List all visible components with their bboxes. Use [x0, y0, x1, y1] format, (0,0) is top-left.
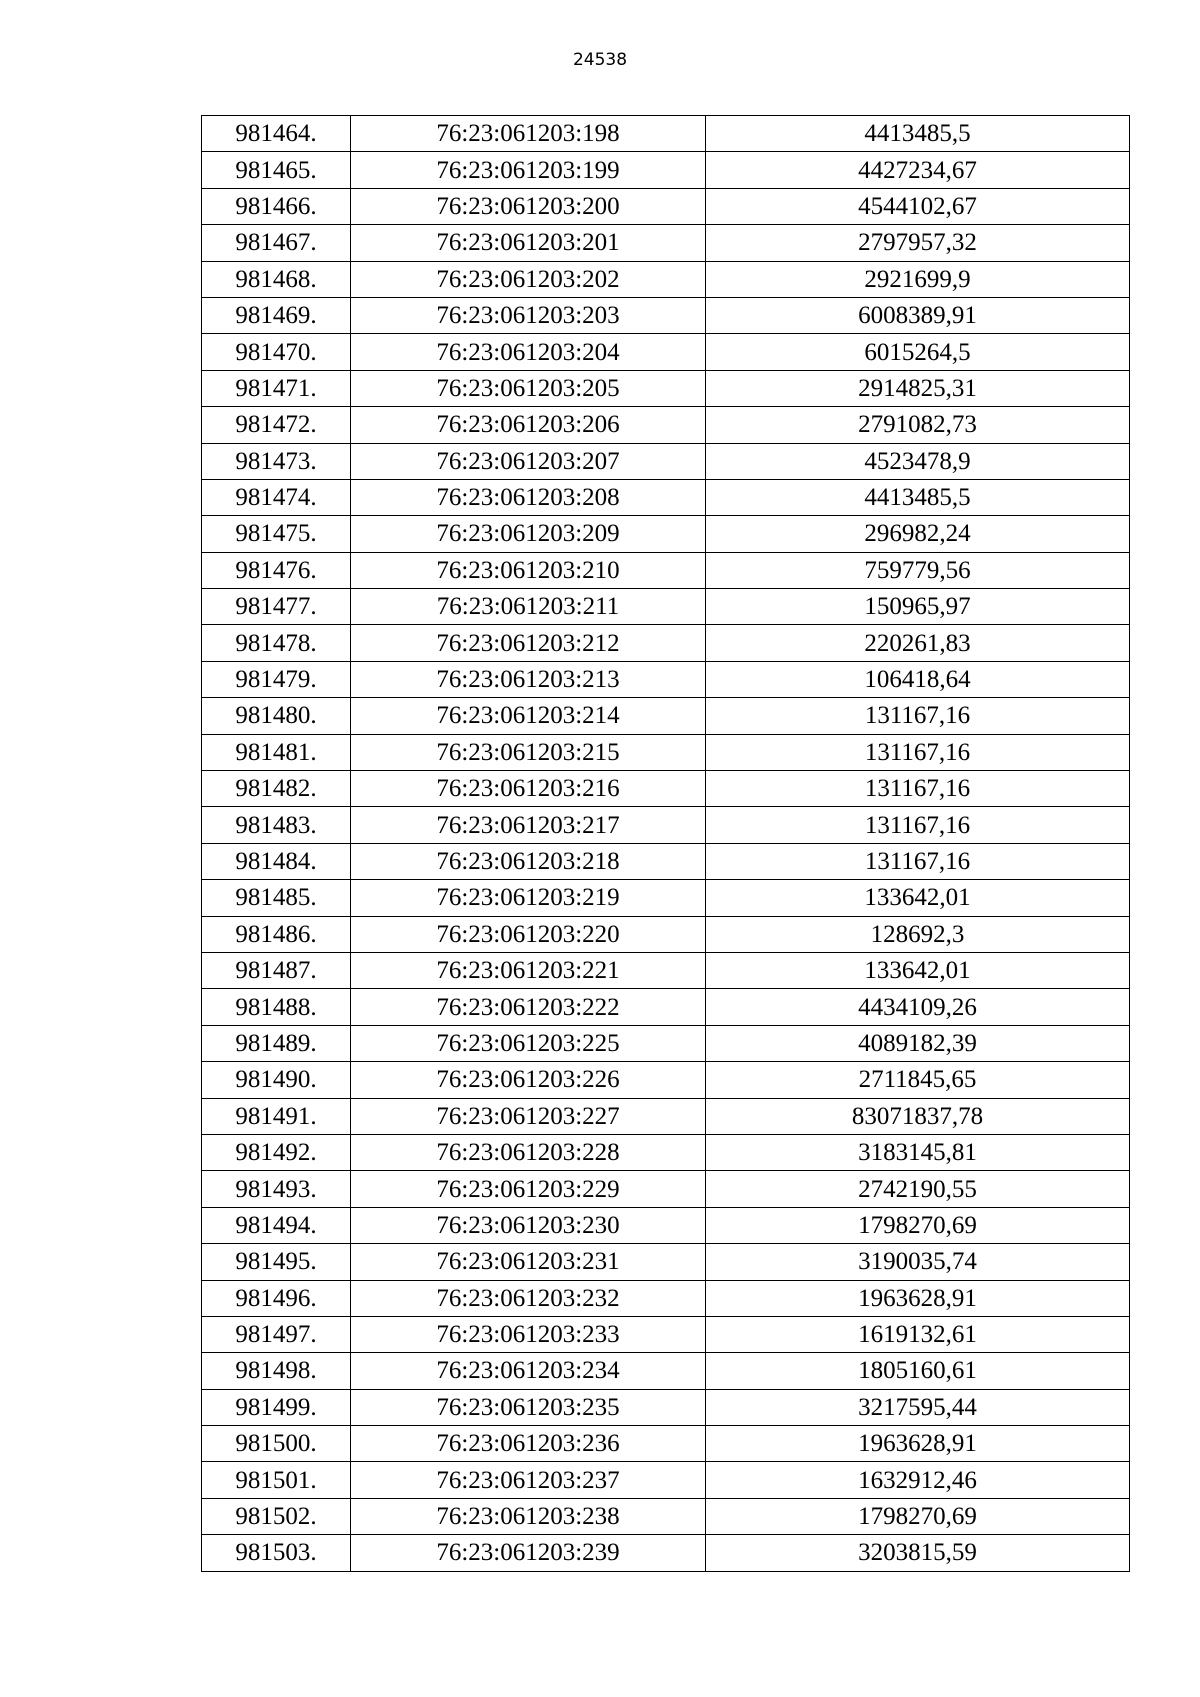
cadastral-value-cell: 220261,83 — [706, 625, 1130, 661]
cadastral-number-cell: 76:23:061203:217 — [351, 807, 706, 843]
cadastral-value-cell: 1798270,69 — [706, 1207, 1130, 1243]
cadastral-value-cell: 131167,16 — [706, 843, 1130, 879]
cadastral-number-cell: 76:23:061203:206 — [351, 407, 706, 443]
cadastral-value-cell: 4413485,5 — [706, 116, 1130, 152]
row-number-cell: 981477. — [202, 589, 351, 625]
cadastral-number-cell: 76:23:061203:212 — [351, 625, 706, 661]
table-row — [202, 552, 1130, 588]
table-row — [202, 407, 1130, 443]
table-row — [202, 771, 1130, 807]
cadastral-number-cell: 76:23:061203:213 — [351, 661, 706, 697]
table-row — [202, 807, 1130, 843]
table-row — [202, 152, 1130, 188]
cadastral-value-cell: 128692,3 — [706, 916, 1130, 952]
cadastral-number-cell: 76:23:061203:237 — [351, 1462, 706, 1498]
row-number-cell: 981479. — [202, 661, 351, 697]
row-number-cell: 981489. — [202, 1025, 351, 1061]
table-row — [202, 479, 1130, 515]
table-row — [202, 334, 1130, 370]
row-number-cell: 981484. — [202, 843, 351, 879]
row-number-cell: 981481. — [202, 734, 351, 770]
row-number-cell: 981497. — [202, 1316, 351, 1352]
row-number-cell: 981499. — [202, 1389, 351, 1425]
cadastral-value-cell: 3217595,44 — [706, 1389, 1130, 1425]
cadastral-value-cell: 2797957,32 — [706, 225, 1130, 261]
row-number-cell: 981467. — [202, 225, 351, 261]
cadastral-value-cell: 3183145,81 — [706, 1134, 1130, 1170]
cadastral-number-cell: 76:23:061203:201 — [351, 225, 706, 261]
table-row — [202, 952, 1130, 988]
row-number-cell: 981468. — [202, 261, 351, 297]
table-row — [202, 1062, 1130, 1098]
table-row — [202, 1535, 1130, 1571]
table-row — [202, 1426, 1130, 1462]
row-number-cell: 981465. — [202, 152, 351, 188]
table-row — [202, 589, 1130, 625]
table-row — [202, 698, 1130, 734]
row-number-cell: 981494. — [202, 1207, 351, 1243]
cadastral-value-cell: 83071837,78 — [706, 1098, 1130, 1134]
row-number-cell: 981503. — [202, 1535, 351, 1571]
row-number-cell: 981488. — [202, 989, 351, 1025]
cadastral-value-cell: 4544102,67 — [706, 188, 1130, 224]
table-row — [202, 989, 1130, 1025]
cadastral-number-cell: 76:23:061203:232 — [351, 1280, 706, 1316]
row-number-cell: 981476. — [202, 552, 351, 588]
cadastral-number-cell: 76:23:061203:227 — [351, 1098, 706, 1134]
table-row — [202, 1244, 1130, 1280]
cadastral-value-cell: 6015264,5 — [706, 334, 1130, 370]
cadastral-number-cell: 76:23:061203:221 — [351, 952, 706, 988]
page-number: 24538 — [572, 50, 628, 70]
cadastral-value-cell: 4523478,9 — [706, 443, 1130, 479]
cadastral-value-cell: 1963628,91 — [706, 1426, 1130, 1462]
cadastral-value-cell: 2742190,55 — [706, 1171, 1130, 1207]
row-number-cell: 981480. — [202, 698, 351, 734]
cadastral-number-cell: 76:23:061203:229 — [351, 1171, 706, 1207]
table-row — [202, 625, 1130, 661]
row-number-cell: 981493. — [202, 1171, 351, 1207]
row-number-cell: 981492. — [202, 1134, 351, 1170]
cadastral-number-cell: 76:23:061203:200 — [351, 188, 706, 224]
cadastral-number-cell: 76:23:061203:233 — [351, 1316, 706, 1352]
table-row — [202, 1353, 1130, 1389]
cadastral-number-cell: 76:23:061203:211 — [351, 589, 706, 625]
cadastral-value-cell: 1963628,91 — [706, 1280, 1130, 1316]
table-row — [202, 261, 1130, 297]
cadastral-number-cell: 76:23:061203:220 — [351, 916, 706, 952]
table-row — [202, 188, 1130, 224]
table-row — [202, 1389, 1130, 1425]
cadastral-value-cell: 131167,16 — [706, 698, 1130, 734]
table-row — [202, 1207, 1130, 1243]
row-number-cell: 981466. — [202, 188, 351, 224]
cadastral-number-cell: 76:23:061203:210 — [351, 552, 706, 588]
cadastral-value-cell: 4089182,39 — [706, 1025, 1130, 1061]
row-number-cell: 981495. — [202, 1244, 351, 1280]
table-row — [202, 297, 1130, 333]
table-row — [202, 1171, 1130, 1207]
cadastral-value-cell: 131167,16 — [706, 771, 1130, 807]
cadastral-number-cell: 76:23:061203:226 — [351, 1062, 706, 1098]
cadastral-number-cell: 76:23:061203:202 — [351, 261, 706, 297]
cadastral-number-cell: 76:23:061203:205 — [351, 370, 706, 406]
cadastral-value-cell: 133642,01 — [706, 952, 1130, 988]
table-row — [202, 1280, 1130, 1316]
table-row — [202, 1025, 1130, 1061]
cadastral-value-cell: 1619132,61 — [706, 1316, 1130, 1352]
table-row — [202, 661, 1130, 697]
cadastral-value-cell: 1798270,69 — [706, 1498, 1130, 1534]
cadastral-value-cell: 1632912,46 — [706, 1462, 1130, 1498]
cadastral-number-cell: 76:23:061203:230 — [351, 1207, 706, 1243]
table-row — [202, 370, 1130, 406]
table-body — [202, 116, 1130, 1572]
row-number-cell: 981501. — [202, 1462, 351, 1498]
cadastral-value-cell: 4413485,5 — [706, 479, 1130, 515]
cadastral-number-cell: 76:23:061203:238 — [351, 1498, 706, 1534]
row-number-cell: 981502. — [202, 1498, 351, 1534]
row-number-cell: 981485. — [202, 880, 351, 916]
cadastral-value-cell: 759779,56 — [706, 552, 1130, 588]
cadastral-value-cell: 133642,01 — [706, 880, 1130, 916]
cadastral-number-cell: 76:23:061203:236 — [351, 1426, 706, 1462]
cadastral-value-cell: 3203815,59 — [706, 1535, 1130, 1571]
table-row — [202, 734, 1130, 770]
table-row — [202, 225, 1130, 261]
table-row — [202, 443, 1130, 479]
row-number-cell: 981483. — [202, 807, 351, 843]
cadastral-number-cell: 76:23:061203:219 — [351, 880, 706, 916]
cadastral-value-cell: 150965,97 — [706, 589, 1130, 625]
table-row — [202, 916, 1130, 952]
cadastral-value-cell: 2914825,31 — [706, 370, 1130, 406]
cadastral-number-cell: 76:23:061203:225 — [351, 1025, 706, 1061]
cadastral-value-cell: 106418,64 — [706, 661, 1130, 697]
row-number-cell: 981469. — [202, 297, 351, 333]
cadastral-number-cell: 76:23:061203:215 — [351, 734, 706, 770]
row-number-cell: 981475. — [202, 516, 351, 552]
cadastral-number-cell: 76:23:061203:235 — [351, 1389, 706, 1425]
row-number-cell: 981490. — [202, 1062, 351, 1098]
cadastral-value-cell: 2711845,65 — [706, 1062, 1130, 1098]
cadastral-number-cell: 76:23:061203:228 — [351, 1134, 706, 1170]
cadastral-number-cell: 76:23:061203:199 — [351, 152, 706, 188]
cadastral-number-cell: 76:23:061203:198 — [351, 116, 706, 152]
cadastral-number-cell: 76:23:061203:218 — [351, 843, 706, 879]
cadastral-number-cell: 76:23:061203:208 — [351, 479, 706, 515]
cadastral-number-cell: 76:23:061203:234 — [351, 1353, 706, 1389]
cadastral-value-cell: 131167,16 — [706, 807, 1130, 843]
table-row — [202, 880, 1130, 916]
cadastral-number-cell: 76:23:061203:209 — [351, 516, 706, 552]
table-row — [202, 1498, 1130, 1534]
table-row — [202, 843, 1130, 879]
cadastral-number-cell: 76:23:061203:203 — [351, 297, 706, 333]
cadastral-number-cell: 76:23:061203:214 — [351, 698, 706, 734]
row-number-cell: 981472. — [202, 407, 351, 443]
cadastral-value-cell: 1805160,61 — [706, 1353, 1130, 1389]
cadastral-number-cell: 76:23:061203:204 — [351, 334, 706, 370]
table-row — [202, 116, 1130, 152]
row-number-cell: 981487. — [202, 952, 351, 988]
row-number-cell: 981464. — [202, 116, 351, 152]
row-number-cell: 981496. — [202, 1280, 351, 1316]
table-row — [202, 1462, 1130, 1498]
table-row — [202, 1098, 1130, 1134]
row-number-cell: 981500. — [202, 1426, 351, 1462]
cadastral-number-cell: 76:23:061203:207 — [351, 443, 706, 479]
cadastral-value-cell: 3190035,74 — [706, 1244, 1130, 1280]
cadastral-value-table — [201, 115, 1130, 1572]
cadastral-value-cell: 2921699,9 — [706, 261, 1130, 297]
table-row — [202, 1316, 1130, 1352]
row-number-cell: 981491. — [202, 1098, 351, 1134]
row-number-cell: 981474. — [202, 479, 351, 515]
cadastral-number-cell: 76:23:061203:222 — [351, 989, 706, 1025]
row-number-cell: 981470. — [202, 334, 351, 370]
cadastral-value-cell: 4427234,67 — [706, 152, 1130, 188]
cadastral-number-cell: 76:23:061203:231 — [351, 1244, 706, 1280]
cadastral-number-cell: 76:23:061203:216 — [351, 771, 706, 807]
row-number-cell: 981482. — [202, 771, 351, 807]
cadastral-value-cell: 131167,16 — [706, 734, 1130, 770]
cadastral-value-cell: 6008389,91 — [706, 297, 1130, 333]
cadastral-value-cell: 4434109,26 — [706, 989, 1130, 1025]
row-number-cell: 981498. — [202, 1353, 351, 1389]
table-row — [202, 516, 1130, 552]
row-number-cell: 981471. — [202, 370, 351, 406]
cadastral-value-cell: 296982,24 — [706, 516, 1130, 552]
row-number-cell: 981478. — [202, 625, 351, 661]
row-number-cell: 981473. — [202, 443, 351, 479]
table-row — [202, 1134, 1130, 1170]
cadastral-value-cell: 2791082,73 — [706, 407, 1130, 443]
cadastral-number-cell: 76:23:061203:239 — [351, 1535, 706, 1571]
row-number-cell: 981486. — [202, 916, 351, 952]
